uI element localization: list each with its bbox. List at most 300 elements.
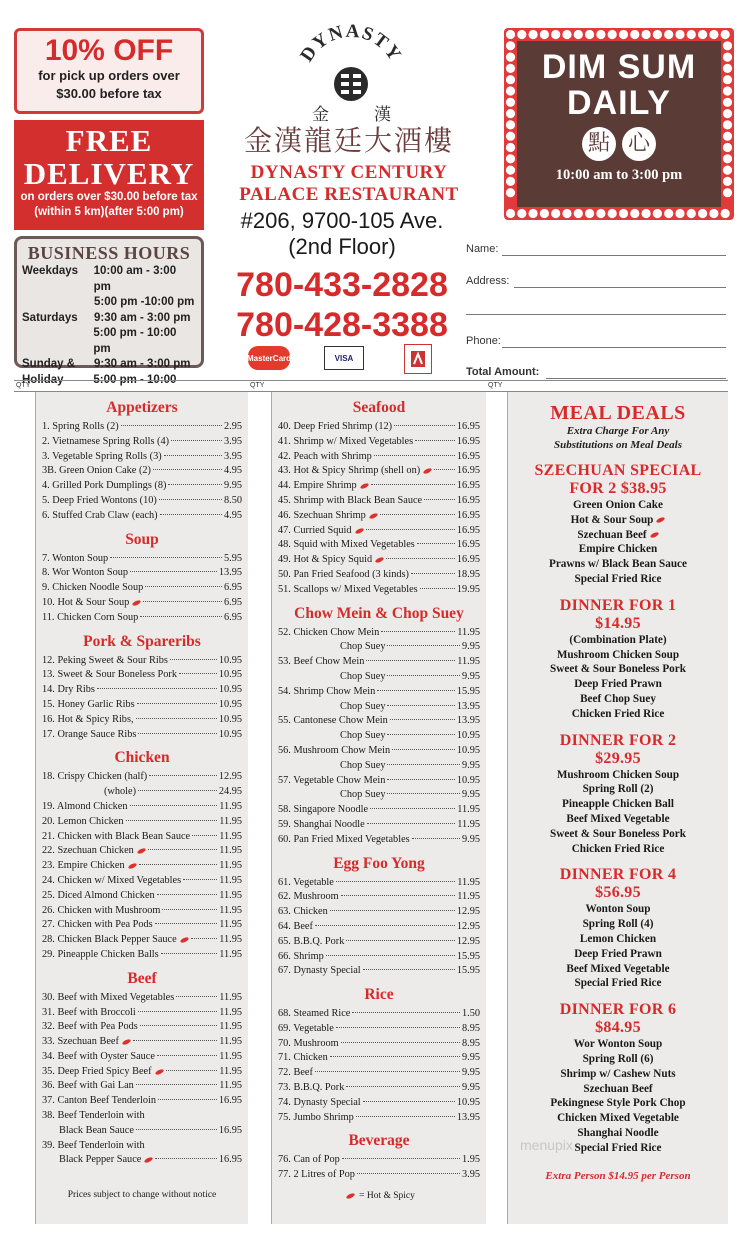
menu-item[interactable] — [42, 1139, 242, 1154]
category-heading: Rice — [364, 986, 394, 1004]
hours-day — [22, 295, 94, 311]
qty-column-3[interactable] — [486, 392, 508, 1224]
menu-item-price: 11.95 — [219, 1065, 242, 1077]
menu-item[interactable] — [42, 844, 242, 859]
menu-item[interactable] — [42, 815, 242, 830]
menu-column-1 — [42, 398, 242, 1200]
menu-item[interactable] — [278, 1007, 480, 1022]
menu-item-price: 13.95 — [456, 700, 480, 712]
dot-leader — [192, 835, 217, 836]
dot-leader — [166, 1070, 218, 1071]
menu-item-name: 60. Pan Fried Mixed Vegetables — [278, 833, 410, 845]
menu-item-name: 1. Spring Rolls (2) — [42, 421, 119, 432]
total-amount-field[interactable] — [546, 378, 726, 379]
qty-column-1[interactable] — [14, 392, 36, 1224]
menu-item[interactable] — [278, 714, 480, 729]
deal-heading: DINNER FOR 1 — [559, 596, 677, 614]
menu-item-name: 67. Dynasty Special — [278, 965, 361, 977]
menu-item-price: 9.95 — [461, 789, 480, 801]
menu-item[interactable] — [278, 744, 480, 759]
deal-item-text: Mushroom Chicken Soup — [556, 768, 680, 781]
menu-item-name: 3B. Green Onion Cake (2) — [42, 465, 151, 477]
menu-item[interactable] — [278, 950, 480, 965]
menu-item-price: 15.95 — [456, 685, 480, 697]
menu-item[interactable] — [278, 655, 480, 670]
menu-item-name: 34. Beef with Oyster Sauce — [42, 1050, 155, 1062]
menu-item-name: 22. Szechuan Chicken — [42, 845, 134, 857]
menu-item-name: 44. Empire Shrimp — [278, 480, 357, 492]
menu-item-price: 11.95 — [457, 891, 480, 903]
menu-item[interactable] — [42, 1050, 242, 1065]
menu-item[interactable] — [42, 830, 242, 845]
menu-item[interactable] — [278, 450, 480, 465]
menu-item-price: 13.95 — [456, 1111, 480, 1123]
menu-item[interactable] — [278, 435, 480, 450]
menu-item[interactable] — [278, 538, 480, 553]
deal-item-text: Chicken Fried Rice — [571, 707, 665, 720]
dot-leader — [387, 793, 459, 794]
menu-item[interactable] — [42, 1079, 242, 1094]
menu-item-name: Black Bean Sauce — [59, 1124, 134, 1136]
dot-leader — [386, 558, 455, 559]
menu-item[interactable] — [278, 729, 480, 744]
menu-item[interactable] — [278, 818, 480, 833]
dot-leader — [168, 484, 222, 485]
deal-item — [510, 498, 726, 513]
menu-item-price: 16.95 — [456, 494, 480, 506]
menu-item[interactable] — [278, 774, 480, 789]
hours-day — [22, 326, 93, 357]
deal-item — [510, 932, 726, 947]
menu-item[interactable] — [278, 700, 480, 715]
dot-leader — [392, 749, 455, 750]
deal-item-text: Wonton Soup — [585, 903, 651, 916]
menu-item-name: 40. Deep Fried Shrimp (12) — [278, 421, 393, 432]
menu-item-name: 29. Pineapple Chicken Balls — [42, 948, 159, 960]
category-heading: Seafood — [352, 399, 406, 416]
menu-item[interactable] — [42, 509, 242, 524]
menu-item[interactable] — [42, 596, 242, 611]
dot-leader — [315, 1071, 460, 1072]
deal-item — [510, 662, 726, 677]
hours-time: 5:00 pm -10:00 pm — [94, 296, 195, 308]
menu-item[interactable] — [42, 770, 242, 785]
dot-leader — [159, 499, 222, 500]
name-field[interactable] — [502, 255, 726, 256]
deal-item — [510, 528, 726, 543]
menu-item-name: 72. Beef — [278, 1067, 313, 1079]
deal-item-text: Lemon Chicken — [579, 932, 657, 945]
menu-item-price: 11.95 — [219, 889, 242, 901]
menu-item[interactable] — [42, 874, 242, 889]
menu-item[interactable] — [278, 803, 480, 818]
menu-item[interactable] — [42, 948, 242, 963]
extra-person-note: Extra Person $14.95 per Person — [545, 1169, 691, 1182]
menu-item[interactable] — [278, 833, 480, 848]
dot-leader — [140, 1025, 217, 1026]
dot-leader — [387, 675, 459, 676]
menu-item[interactable] — [278, 1066, 480, 1081]
menu-item[interactable] — [42, 479, 242, 494]
menu-item-price: 16.95 — [456, 509, 480, 521]
menu-item[interactable] — [42, 991, 242, 1006]
hot-spicy-icon — [423, 468, 433, 475]
menu-item[interactable] — [42, 889, 242, 904]
menu-item-name: 64. Beef — [278, 920, 313, 932]
address-label: Address: — [466, 275, 510, 287]
menu-item-name: 54. Shrimp Chow Mein — [278, 685, 376, 697]
deal-item-text: Special Fried Rice — [574, 977, 662, 990]
menu-item[interactable] — [42, 668, 242, 683]
menu-item[interactable] — [278, 1037, 480, 1052]
hours-time: 5:00 pm - 10:00 — [93, 373, 177, 386]
menu-item-name: 14. Dry Ribs — [42, 684, 95, 696]
deal-item — [510, 797, 726, 812]
dot-leader — [341, 895, 456, 896]
menu-item[interactable] — [42, 1153, 242, 1168]
hot-spicy-icon — [132, 599, 142, 606]
menu-item-name: 26. Chicken with Mushroom — [42, 904, 161, 916]
dot-leader — [140, 616, 222, 617]
menu-item-name: 10. Hot & Sour Soup — [42, 596, 130, 608]
menu-item-price: 12.95 — [456, 920, 480, 932]
dot-leader — [110, 557, 222, 558]
deal-item-text: Chicken Fried Rice — [571, 842, 665, 855]
menu-item-name: 69. Vegetable — [278, 1022, 334, 1034]
menu-item[interactable] — [278, 479, 480, 494]
restaurant-address — [210, 208, 474, 260]
deal-item — [510, 962, 726, 977]
visa-icon: VISA — [324, 346, 364, 370]
menu-item[interactable] — [278, 626, 480, 641]
menu-item[interactable] — [278, 553, 480, 568]
pickup-discount-banner — [14, 28, 204, 114]
menu-item-price: 3.95 — [461, 1169, 480, 1181]
menu-item-price: 9.95 — [461, 1052, 480, 1064]
menu-item[interactable] — [42, 800, 242, 815]
menu-item[interactable] — [278, 1168, 480, 1183]
menu-item-name: 63. Chicken — [278, 906, 328, 918]
dot-leader — [158, 1099, 217, 1100]
menu-item-price: 11.95 — [219, 845, 242, 857]
dot-leader — [315, 925, 455, 926]
menu-item-price: 16.95 — [456, 480, 480, 492]
menu-item-name: 73. B.B.Q. Pork — [278, 1082, 345, 1094]
menu-item[interactable] — [278, 1022, 480, 1037]
watermark: menupix — [520, 1137, 573, 1153]
hours-time: 9:30 am - 3:00 pm — [94, 311, 191, 324]
menu-item-price: 11.95 — [457, 804, 480, 816]
menu-item[interactable] — [42, 859, 242, 874]
menu-item-price: 11.95 — [457, 626, 480, 638]
dot-leader — [336, 881, 455, 882]
menu-item-price: 9.95 — [461, 641, 480, 653]
deal-price: $29.95 — [595, 749, 641, 767]
menu-item-price: 10.95 — [218, 728, 242, 740]
menu-item-name: 77. 2 Litres of Pop — [278, 1169, 355, 1181]
menu-item[interactable] — [42, 654, 242, 669]
menu-item-name: 66. Shrimp — [278, 950, 324, 962]
name-label: Name: — [466, 243, 499, 255]
address-line-1: #206, 9700-105 Ave. — [240, 208, 444, 233]
hours-time: 10:00 am - 3:00 pm — [93, 265, 177, 293]
menu-item-price: 6.95 — [223, 596, 242, 608]
menu-item-price: 10.95 — [456, 1096, 480, 1108]
deal-item — [510, 633, 726, 648]
delivery-headline: DELIVERY — [23, 156, 195, 191]
menu-item[interactable] — [42, 581, 242, 596]
deal-item-text: Shanghai Noodle — [577, 1126, 659, 1139]
deal-heading: DINNER FOR 4 — [559, 866, 677, 884]
menu-item-name: 59. Shanghai Noodle — [278, 818, 365, 830]
menu-item[interactable] — [42, 933, 242, 948]
deal-item — [510, 1067, 726, 1082]
menu-item-name: 56. Mushroom Chow Mein — [278, 744, 391, 756]
address-field[interactable] — [514, 287, 726, 288]
menu-item-name: 52. Chicken Chow Mein — [278, 626, 380, 638]
dot-leader — [336, 1027, 460, 1028]
menu-item-price: 15.95 — [456, 950, 480, 962]
dim-sum-panel — [517, 41, 721, 207]
menu-item-name: 46. Szechuan Shrimp — [278, 509, 366, 521]
dot-leader — [153, 469, 222, 470]
dot-leader — [155, 1158, 216, 1159]
menu-item[interactable] — [278, 420, 480, 435]
menu-item[interactable] — [42, 785, 242, 800]
menu-item[interactable] — [42, 1006, 242, 1021]
menu-item[interactable] — [42, 494, 242, 509]
menu-item-name: Chop Suey — [340, 670, 386, 682]
discount-line-1: for pick up orders over — [38, 68, 180, 83]
dynasty-logo — [292, 22, 410, 128]
menu-item-price: 11.95 — [219, 934, 242, 946]
menu-item[interactable] — [42, 1020, 242, 1035]
category-heading: Soup — [125, 530, 159, 548]
phone-label: Phone: — [466, 335, 501, 347]
delivery-condition-2: (within 5 km)(after 5:00 pm) — [34, 206, 184, 218]
logo-text: DYNASTY — [296, 22, 406, 66]
deal-item-text: Pekingnese Style Pork Chop — [550, 1097, 686, 1110]
menu-item[interactable] — [278, 670, 480, 685]
hot-spicy-legend — [278, 1191, 480, 1201]
deal-item-text: Prawns w/ Black Bean Sauce — [549, 558, 687, 571]
menu-item[interactable] — [278, 1153, 480, 1168]
menu-item-price: 10.95 — [218, 684, 242, 696]
menu-item[interactable] — [278, 509, 480, 524]
menu-item-name: 53. Beef Chow Mein — [278, 656, 365, 668]
dot-leader — [377, 690, 455, 691]
hot-spicy-icon — [375, 556, 385, 563]
hot-spicy-icon — [136, 848, 146, 855]
menu-item-price: 11.95 — [219, 860, 242, 872]
deal-item-text: Beef Mixed Vegetable — [566, 962, 670, 975]
menu-column-2 — [278, 398, 480, 1201]
menu-item-name: 57. Vegetable Chow Mein — [278, 774, 386, 786]
menu-item[interactable] — [42, 1109, 242, 1124]
phone-number-2[interactable]: 780-428-3388 — [236, 306, 448, 344]
category-heading: Egg Foo Yong — [333, 854, 425, 872]
deal-item-text: Chicken Mixed Vegetable — [557, 1112, 679, 1125]
meal-deals-note-2: Substitutions on Meal Deals — [553, 439, 683, 451]
menu-item-name: 6. Stuffed Crab Claw (each) — [42, 509, 158, 521]
menu-item[interactable] — [42, 611, 242, 626]
dot-leader — [374, 455, 455, 456]
menu-item-price: 11.95 — [219, 830, 242, 842]
menu-item[interactable] — [42, 566, 242, 581]
menu-item[interactable] — [278, 583, 480, 598]
category-heading: Chicken — [114, 749, 170, 767]
menu-item[interactable] — [278, 920, 480, 935]
menu-item[interactable] — [42, 698, 242, 713]
menu-item-name: 5. Deep Fried Wontons (10) — [42, 494, 157, 506]
menu-item[interactable] — [42, 464, 242, 479]
address-field-2[interactable] — [466, 314, 726, 315]
menu-item[interactable] — [42, 1035, 242, 1050]
menu-item-price: 11.95 — [219, 991, 242, 1003]
menu-item[interactable] — [278, 759, 480, 774]
hot-spicy-icon — [368, 512, 378, 519]
menu-item-name: 13. Sweet & Sour Boneless Pork — [42, 669, 178, 681]
menu-item-name: 62. Mushroom — [278, 891, 339, 903]
menu-item[interactable] — [278, 524, 480, 539]
deal-item — [510, 1111, 726, 1126]
menu-item-price: 11.95 — [219, 815, 242, 827]
deal-heading: DINNER FOR 6 — [559, 1001, 677, 1019]
menu-item-price: 11.95 — [219, 1036, 242, 1048]
restaurant-name-line-1: DYNASTY CENTURY — [250, 162, 448, 183]
phone-number-1[interactable]: 780-433-2828 — [236, 266, 448, 304]
menu-item-name: 8. Wor Wonton Soup — [42, 567, 129, 579]
menu-item-name: 39. Beef Tenderloin with — [42, 1139, 145, 1151]
dot-leader — [143, 601, 222, 602]
qty-column-2[interactable] — [250, 392, 272, 1224]
menu-item-name: 32. Beef with Pea Pods — [42, 1021, 138, 1033]
menu-item[interactable] — [42, 450, 242, 465]
menu-item[interactable] — [42, 728, 242, 743]
dot-leader — [387, 645, 459, 646]
dot-leader — [424, 499, 455, 500]
menu-item-price: 9.95 — [461, 1067, 480, 1079]
qty-label: QTY — [488, 382, 503, 389]
hours-row — [22, 326, 196, 357]
menu-item[interactable] — [42, 904, 242, 919]
menu-item-price: 16.95 — [456, 435, 480, 447]
dot-leader — [326, 955, 455, 956]
dot-leader — [179, 673, 217, 674]
menu-item-price: 10.95 — [456, 774, 480, 786]
menu-item-name: 7. Wonton Soup — [42, 552, 109, 564]
dot-leader — [148, 849, 217, 850]
menu-item[interactable] — [42, 552, 242, 567]
dot-leader — [155, 923, 218, 924]
meal-deal-groups — [510, 462, 726, 1156]
deal-item — [510, 917, 726, 932]
deal-item-text: Mushroom Chicken Soup — [556, 648, 680, 661]
menu-item-name: 3. Vegetable Spring Rolls (3) — [42, 450, 162, 462]
menu-item[interactable] — [42, 420, 242, 435]
menu-item-name: 74. Dynasty Special — [278, 1096, 361, 1108]
menu-item[interactable] — [278, 876, 480, 891]
dot-leader — [138, 790, 217, 791]
dot-leader — [170, 659, 217, 660]
menu-item-price: 10.95 — [218, 654, 242, 666]
dim-sum-banner — [504, 28, 734, 220]
dot-leader — [342, 1158, 460, 1159]
menu-item[interactable] — [42, 1124, 242, 1139]
deal-item — [510, 677, 726, 692]
discount-line-2: $30.00 before tax — [56, 86, 162, 101]
menu-item[interactable] — [278, 685, 480, 700]
menu-item-price: 18.95 — [456, 568, 480, 580]
menu-item[interactable] — [278, 464, 480, 479]
deal-item-text: (Combination Plate) — [569, 633, 667, 646]
menu-item[interactable] — [278, 1051, 480, 1066]
hot-spicy-legend-text: = Hot & Spicy — [359, 1191, 415, 1202]
menu-item-name: Chop Suey — [340, 759, 386, 771]
menu-item-price: 11.95 — [219, 800, 242, 812]
menu-item[interactable] — [278, 640, 480, 655]
menu-item-price: 10.95 — [456, 744, 480, 756]
menu-item[interactable] — [42, 918, 242, 933]
discount-headline: 10% OFF — [44, 34, 174, 67]
menu-item-name: 45. Shrimp with Black Bean Sauce — [278, 494, 423, 506]
deal-item — [510, 1082, 726, 1097]
menu-item[interactable] — [278, 1096, 480, 1111]
menu-item[interactable] — [42, 683, 242, 698]
menu-item[interactable] — [42, 1065, 242, 1080]
menu-item[interactable] — [42, 713, 242, 728]
dot-leader — [371, 484, 455, 485]
menu-item[interactable] — [278, 905, 480, 920]
phone-field[interactable] — [502, 347, 726, 348]
menu-item[interactable] — [278, 568, 480, 583]
dot-leader — [346, 1086, 460, 1087]
dot-leader — [157, 1055, 217, 1056]
menu-item-price: 8.95 — [461, 1022, 480, 1034]
dot-leader — [161, 953, 218, 954]
dot-leader — [330, 910, 455, 911]
hours-day: Saturdays — [22, 311, 78, 324]
menu-item-name: 58. Singapore Noodle — [278, 804, 369, 816]
menu-item-name: 71. Chicken — [278, 1052, 328, 1064]
menu-item[interactable] — [278, 1111, 480, 1126]
menu-item-price: 9.95 — [461, 833, 480, 845]
menu-item-name: 41. Shrimp w/ Mixed Vegetables — [278, 435, 414, 447]
qty-label: QTY — [16, 382, 31, 389]
menu-item-price: 9.95 — [223, 480, 242, 492]
menu-item[interactable] — [278, 1081, 480, 1096]
payment-cards — [248, 346, 448, 376]
menu-item[interactable] — [278, 494, 480, 509]
menu-item[interactable] — [278, 890, 480, 905]
deal-item — [510, 572, 726, 587]
menu-item[interactable] — [278, 935, 480, 950]
deal-item-text: Spring Roll (2) — [582, 783, 654, 796]
menu-item[interactable] — [278, 964, 480, 979]
dot-leader — [136, 718, 217, 719]
chinese-restaurant-name: 金漢龍廷大酒樓 — [243, 124, 454, 157]
menu-item-price: 9.95 — [461, 670, 480, 682]
dot-leader — [136, 1084, 217, 1085]
menu-item-price: 9.95 — [461, 1082, 480, 1094]
menu-item-name: 23. Empire Chicken — [42, 860, 125, 872]
menu-item-name: 11. Chicken Corn Soup — [42, 611, 139, 623]
deal-item-text: Shrimp w/ Cashew Nuts — [560, 1067, 676, 1080]
menu-item-price: 11.95 — [219, 874, 242, 886]
menu-item[interactable] — [42, 435, 242, 450]
menu-item[interactable] — [278, 788, 480, 803]
menu-item[interactable] — [42, 1094, 242, 1109]
